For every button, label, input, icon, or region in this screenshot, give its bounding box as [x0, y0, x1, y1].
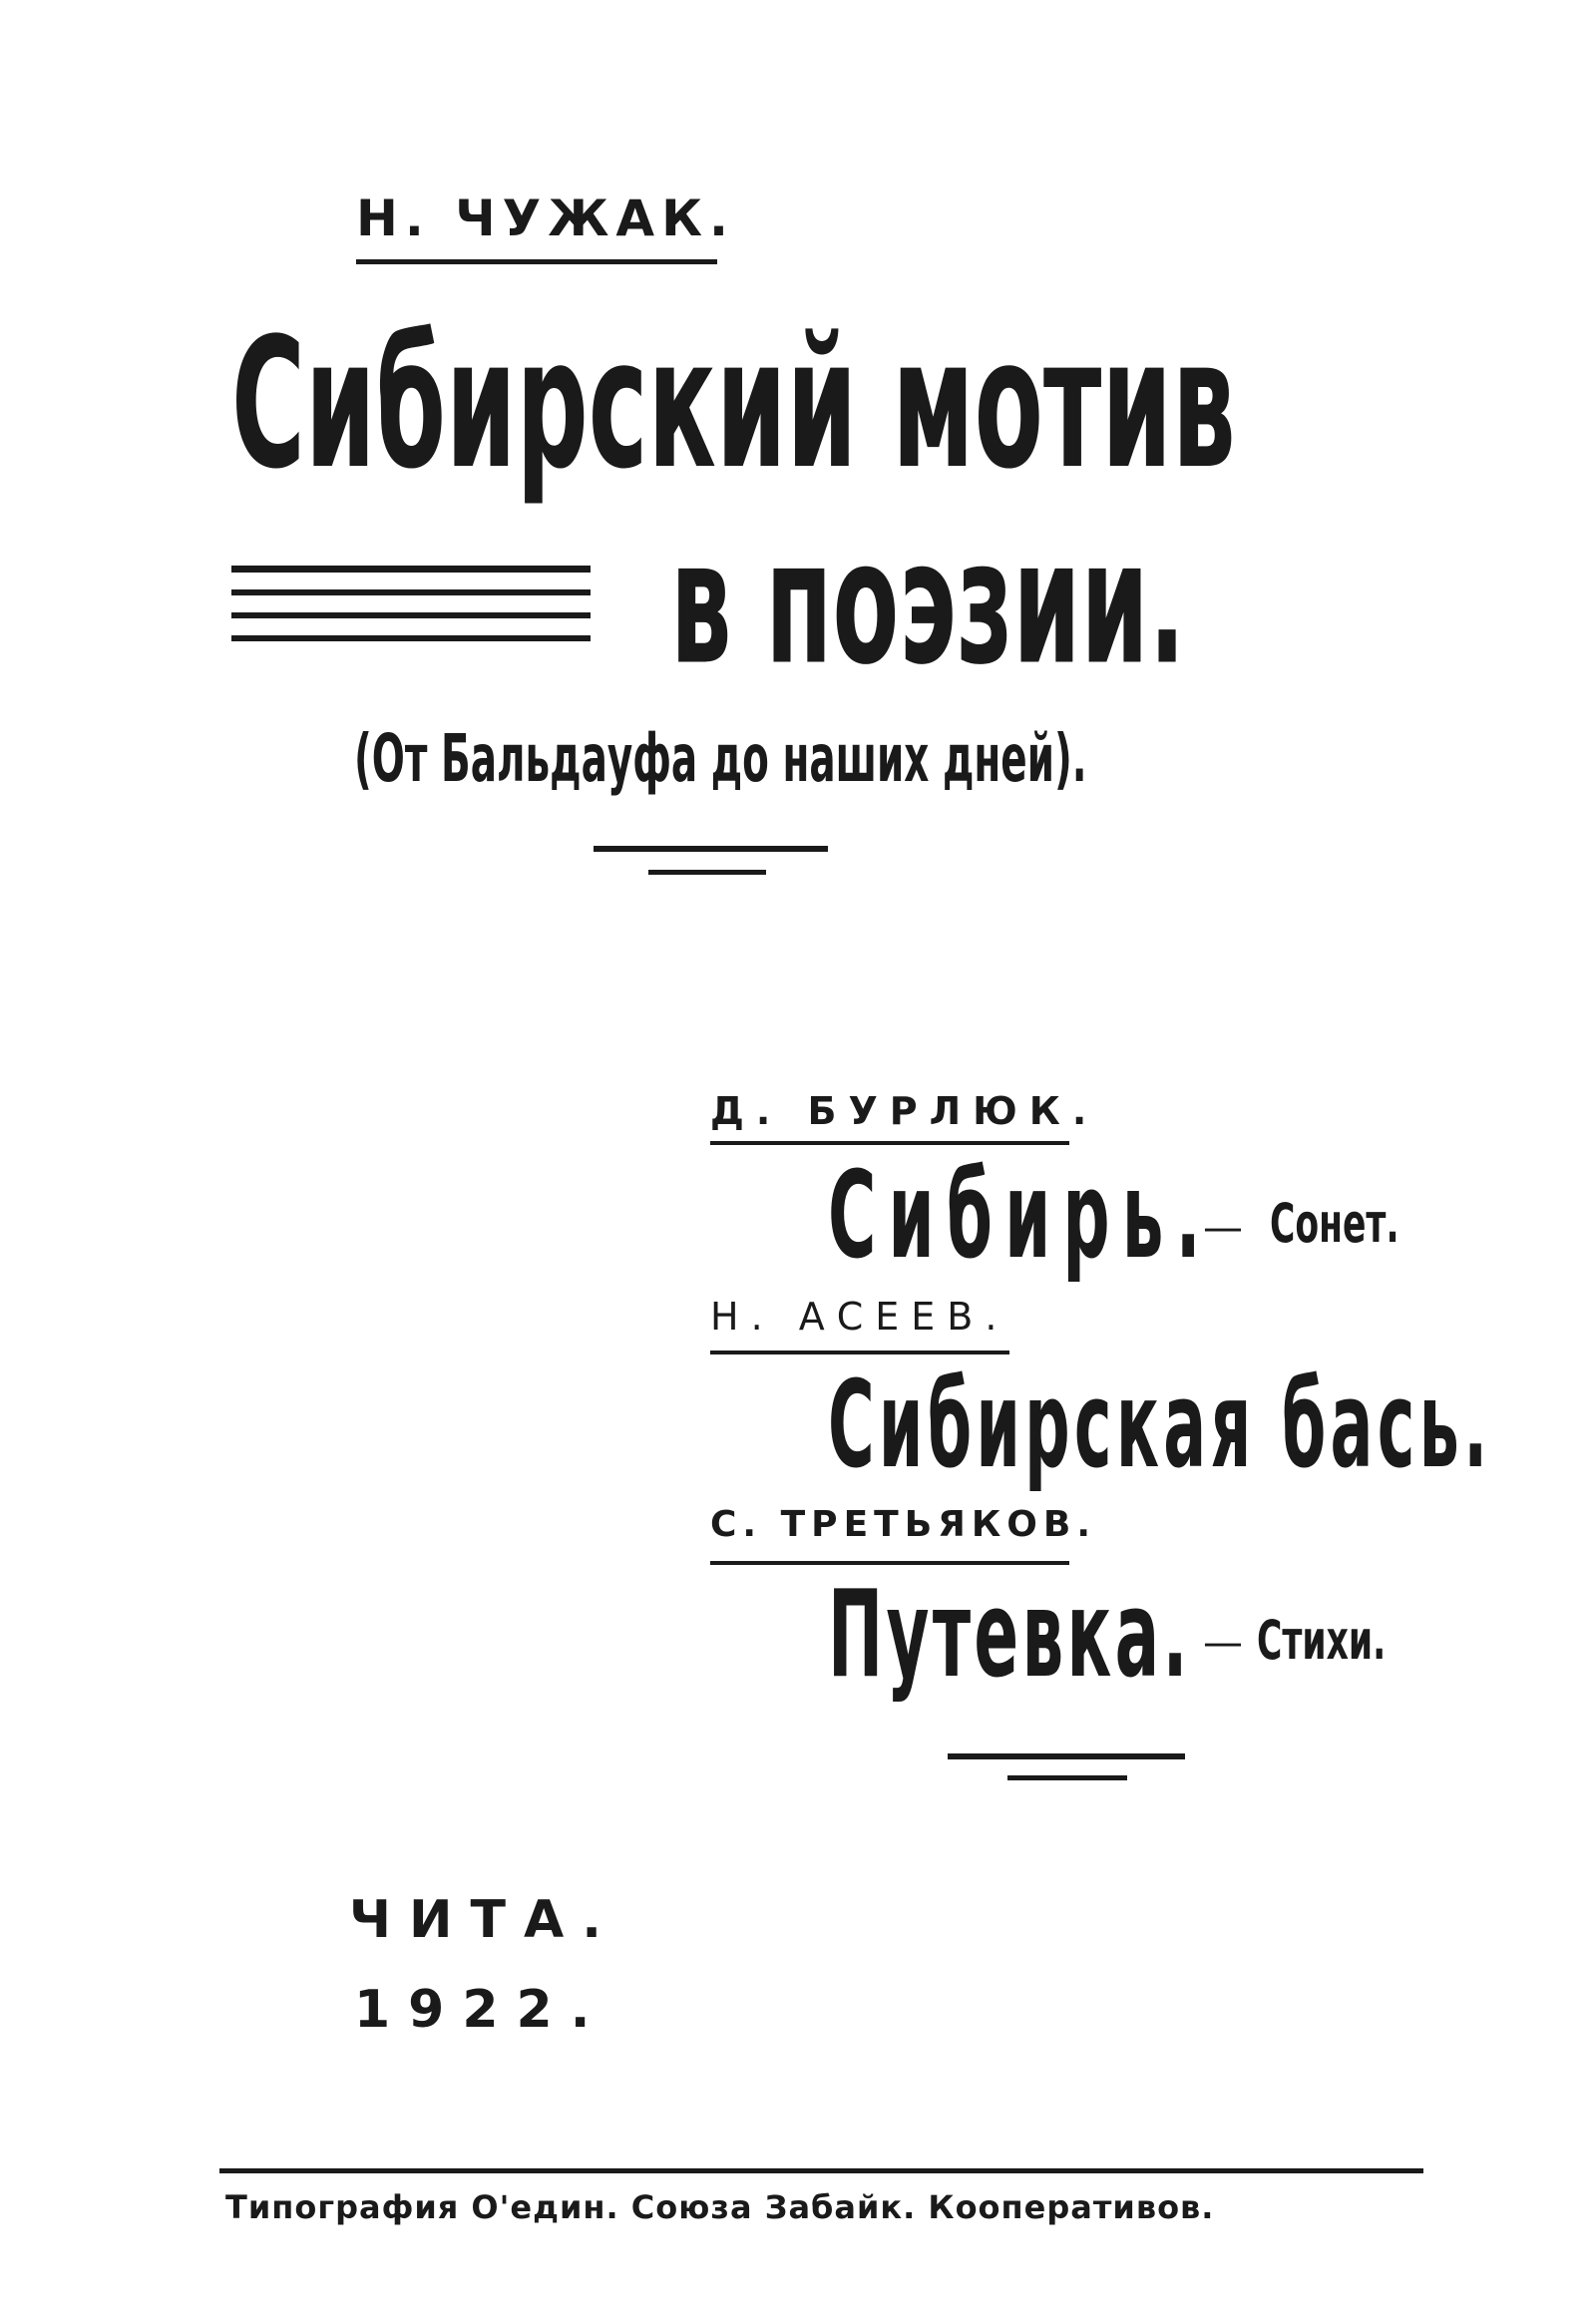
contents-work-1: Сибирь. — [828, 1147, 1213, 1286]
contents-divider-bottom — [1007, 1775, 1127, 1780]
contents-work-3: Путевка. — [828, 1566, 1191, 1705]
author-name: Н. ЧУЖАК. — [356, 190, 735, 247]
contents-genre-1: Сонет. — [1270, 1192, 1399, 1255]
contents-author-3-underline — [710, 1561, 1069, 1565]
contents-author-1: Д. БУРЛЮК. — [710, 1089, 1099, 1133]
divider-bottom — [648, 870, 766, 875]
title-line-1: Сибирский мотив — [231, 300, 1236, 509]
printer-line: Типография О'един. Союза Забайк. Кооперативов. — [225, 2188, 1215, 2226]
contents-author-2: Н. АСЕЕВ. — [710, 1295, 1009, 1339]
contents-work-2: Сибирская бась. — [828, 1356, 1492, 1495]
decorative-rule — [231, 612, 591, 618]
footer-rule — [219, 2168, 1423, 2173]
author-underline — [356, 259, 717, 264]
subtitle: (От Бальдауфа до наших дней). — [354, 720, 1087, 797]
decorative-rule — [231, 566, 591, 573]
contents-author-1-underline — [710, 1141, 1069, 1145]
contents-divider-top — [948, 1753, 1185, 1759]
year: 1922. — [354, 1980, 608, 2040]
contents-author-2-underline — [710, 1351, 1009, 1354]
contents-genre-3: Стихи. — [1257, 1609, 1387, 1672]
contents-dash-3: — — [1203, 1620, 1243, 1666]
decorative-rule — [231, 635, 591, 641]
divider-top — [594, 846, 828, 852]
city: ЧИТА. — [349, 1890, 620, 1950]
contents-author-3: С. ТРЕТЬЯКОВ. — [710, 1504, 1097, 1545]
decorative-rule — [231, 589, 591, 595]
contents-dash-1: — — [1203, 1205, 1243, 1251]
title-line-2: в поэзии. — [670, 504, 1186, 703]
